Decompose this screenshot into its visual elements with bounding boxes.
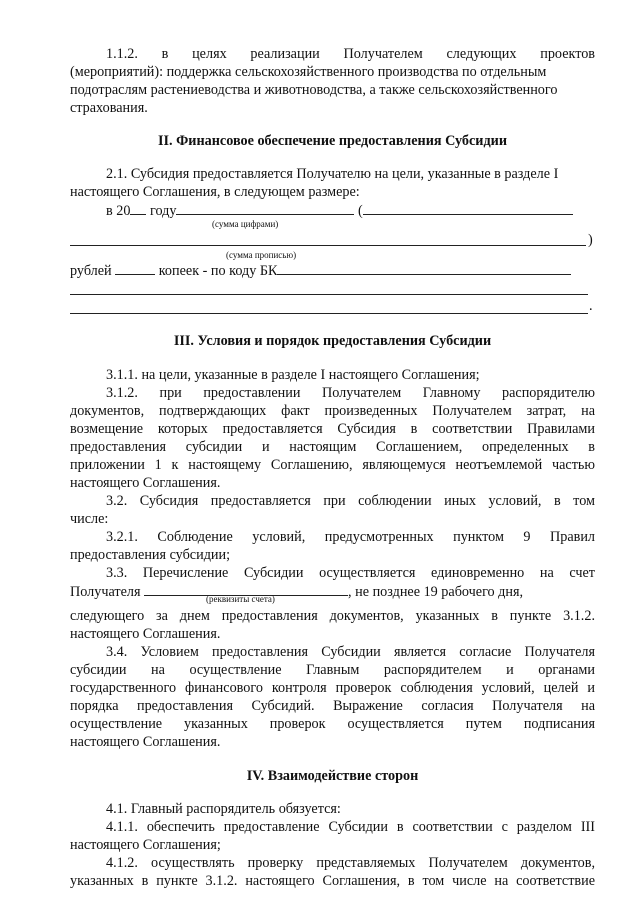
blank-line-1[interactable] [70,294,588,295]
paragraph-2-1-line-1: 2.1. Субсидия предоставляется Получателю на цели, указанные в разделе I [106,166,559,182]
blank-line-2[interactable] [70,313,588,314]
rub-kop-row [70,262,595,280]
kopecks-blank[interactable] [115,262,155,275]
paragraph-3-1-2-line-2: документов, подтверждающих факт произведенных Получателем затрат, на [70,403,595,419]
year-prefix: в 20 [106,203,131,219]
paragraph-3-1-1: 3.1.1. на цели, указанные в разделе I настоящего Соглашения; [106,367,480,383]
word: целях [192,46,227,62]
paragraph-4-1-2-line-1: 4.1.2. осуществлять проверку представляемых Получателем документов, [106,855,595,871]
paragraph-3-4-line-5: осуществление указанных проверок осуществляется путем подписания [70,716,595,732]
hint-account-details: (реквизиты счета) [206,594,275,604]
paragraph-3-2-1-line-1: 3.2.1. Соблюдение условий, предусмотренных пунктом 9 Правил [106,529,595,545]
paragraph-3-4-line-3: государственного финансового контроля проверок соблюдения условий, целей и [70,680,595,696]
paragraph-3-2-line-2: числе: [70,511,109,527]
paragraph-1-1-2-line-2: (мероприятий): поддержка сельскохозяйственного производства по отдельным [70,64,547,80]
paragraph-3-1-2-line-5: приложении 1 к настоящему Соглашению, являющемуся неотъемлемой частью [70,457,595,473]
paragraph-3-1-2-line-3: возмещение которых предоставляется Субсидия в соответствии Правилами [70,421,595,437]
paragraph-3-2-1-line-2: предоставления субсидии; [70,547,231,563]
paragraph-1-1-2-line-4: страхования. [70,100,148,116]
year-suffix: году [149,203,177,219]
paragraph-3-3-line-3: следующего за днем предоставления документов, указанных в пункте 3.1.2. [70,608,595,624]
hint-amount-digits: (сумма цифрами) [212,219,279,229]
paragraph-3-1-2-line-4: предоставления субсидии и настоящим Соглашением, определенных в [70,439,595,455]
paragraph-3-1-2-line-1: 3.1.2. при предоставлении Получателем Главному распорядителю [106,385,595,401]
word: в [161,46,169,62]
word: 1.1.2. [106,46,138,62]
open-paren: ( [358,203,363,219]
section-3-heading: III. Условия и порядок предоставления Субсидии [173,333,492,349]
bk-code-blank[interactable] [277,262,571,275]
paragraph-4-1-2-line-2: указанных в пункте 3.1.2. настоящего Соглашения, в том числе на соответствие [70,873,595,889]
amount-words-blank[interactable] [70,245,586,246]
paragraph-4-1: 4.1. Главный распорядитель обязуется: [106,801,341,817]
close-paren: ) [588,232,593,248]
amount-digits-paren-blank[interactable] [363,202,573,215]
paragraph-3-3-line-2 [70,583,595,601]
kop-label: копеек - по коду БК [158,263,278,279]
hint-amount-words: (сумма прописью) [226,250,297,260]
word: реализации [250,46,320,62]
paragraph-3-4-line-6: настоящего Соглашения. [70,734,221,750]
amount-digits-row [106,202,595,220]
word: проектов [540,46,595,62]
paragraph-3-4-line-4: порядка предоставления Субсидий. Выражение согласия Получателя на [70,698,595,714]
period: . [589,298,593,314]
paragraph-3-4-line-2: субсидии на осуществление Главным распорядителем и органами [70,662,595,678]
word: Получателем [343,46,423,62]
paragraph-3-1-2-line-6: настоящего Соглашения. [70,475,221,491]
paragraph-4-1-1-line-2: настоящего Соглашения; [70,837,221,853]
paragraph-4-1-1-line-1: 4.1.1. обеспечить предоставление Субсидии в соответствии с разделом III [106,819,595,835]
paragraph-1-1-2-line-3: подотраслям растениеводства и животноводства, а также сельскохозяйственного [70,82,558,98]
word: следующих [446,46,517,62]
amount-digits-blank[interactable] [176,202,354,215]
year-blank[interactable] [130,202,146,215]
paragraph-3-4-line-1: 3.4. Условием предоставления Субсидии является согласие Получателя [106,644,595,660]
paragraph-3-3-line-1: 3.3. Перечисление Субсидии осуществляется единовременно на счет [106,565,595,581]
section-4-heading: IV. Взаимодействие сторон [246,768,419,784]
paragraph-3-2-line-1: 3.2. Субсидия предоставляется при соблюдении иных условий, в том [106,493,595,509]
paragraph-3-3-line-4: настоящего Соглашения. [70,626,221,642]
paragraph-1-1-2-line-1 [106,46,595,63]
paragraph-2-1-line-2: настоящего Соглашения, в следующем размере: [70,184,360,200]
rub-label: рублей [70,263,112,279]
deadline-text: , не позднее 19 рабочего дня, [348,584,524,600]
section-2-heading: II. Финансовое обеспечение предоставления Субсидии [157,133,508,149]
recipient-label: Получателя [70,584,141,600]
